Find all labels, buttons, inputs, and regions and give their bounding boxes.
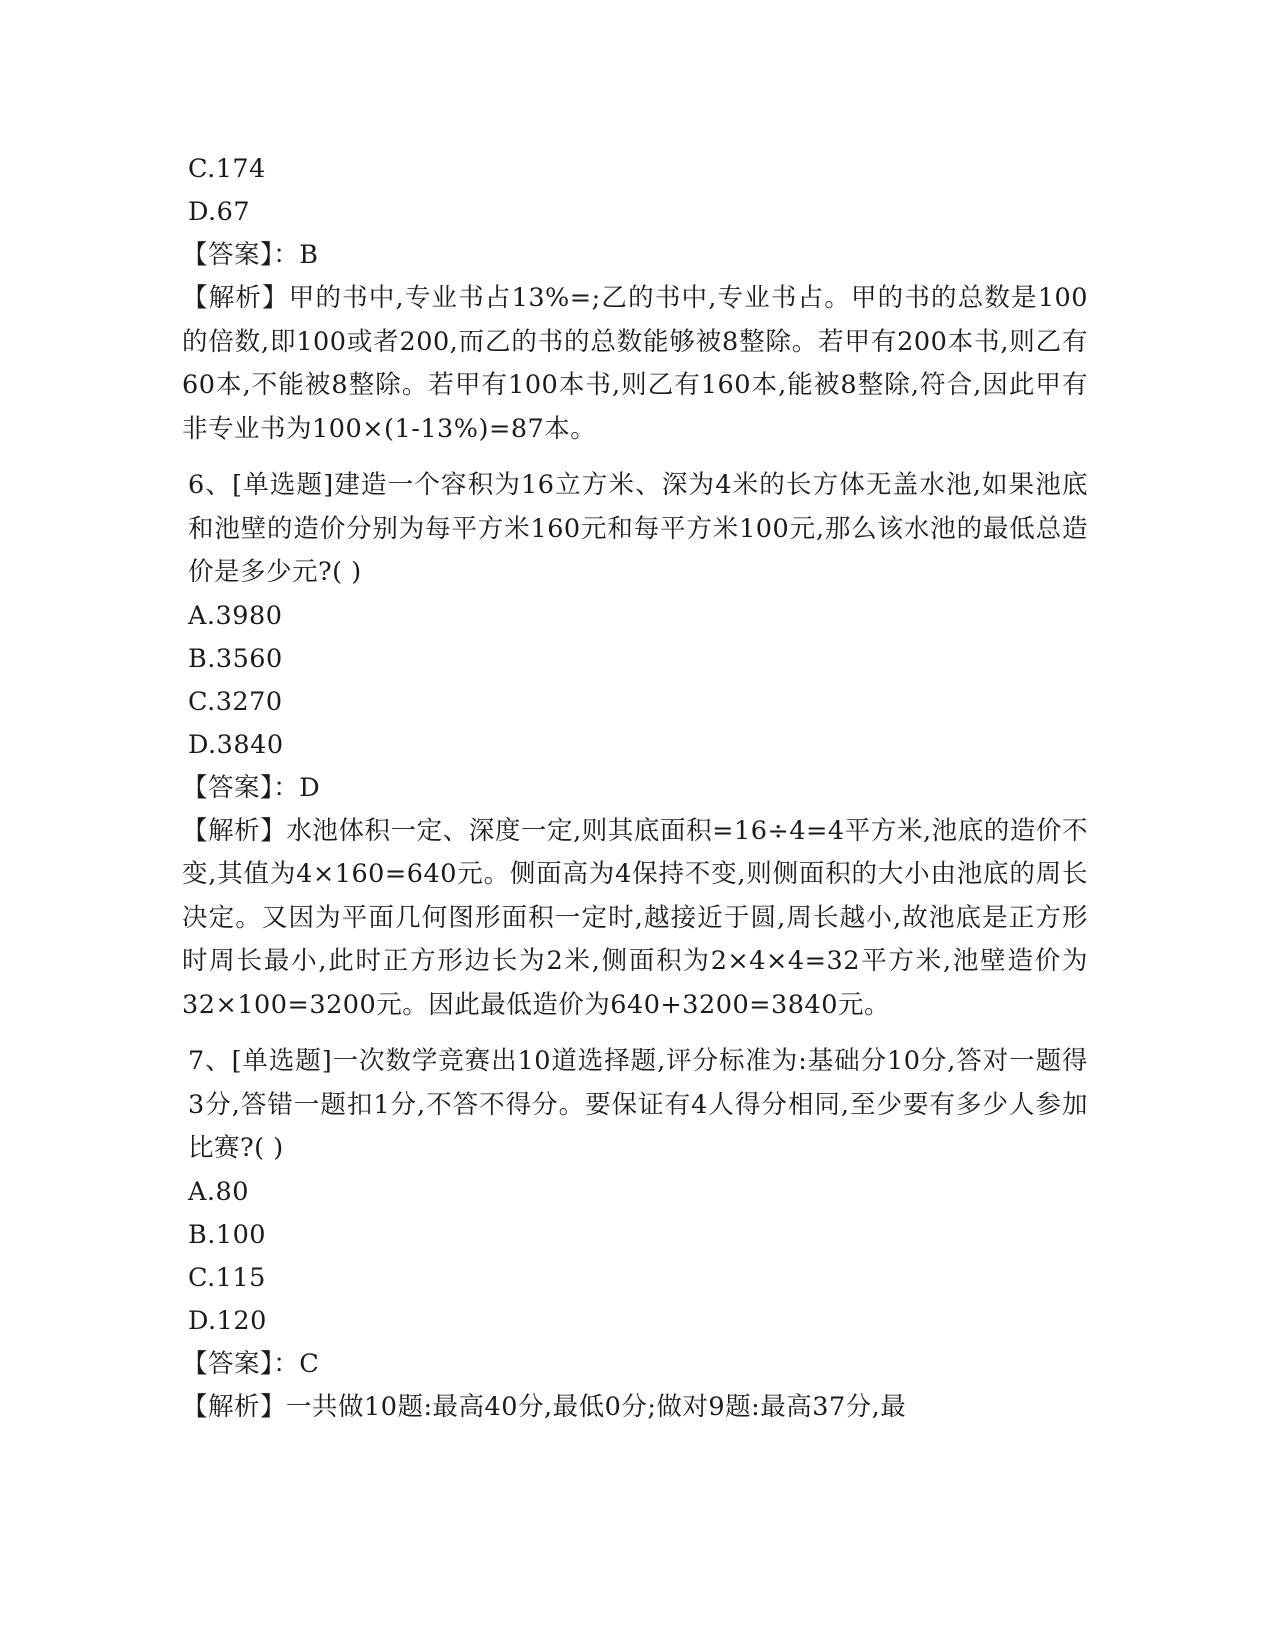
q6-option-b: B.3560 bbox=[188, 643, 283, 674]
q7-option-b: B.100 bbox=[188, 1219, 267, 1250]
q7-option-d: D.120 bbox=[188, 1305, 267, 1336]
q6-analysis: 【解析】水池体积一定、深度一定,则其底面积=16÷4=4平方米,池底的造价不变,其值为4×160=640元。侧面高为4保持不变,则侧面积的大小由池底的周长决定。又因为平面几何图形面积一定时,越接近于圆,周长越小,故池底是正方形时周长最小,此时正方形边长为2米,侧面积为2×4×4=32平方米,池壁造价为32×100=3200元。因此最低造价为640+3200=3840元。 bbox=[182, 815, 1088, 1020]
q5-option-c: C.174 bbox=[188, 154, 266, 184]
q6-option-a: A.3980 bbox=[188, 600, 283, 631]
q7-option-a: A.80 bbox=[188, 1176, 249, 1207]
q7-stem: 7、[单选题]一次数学竞赛出10道选择题,评分标准为:基础分10分,答对一题得3分,答错一题扣1分,不答不得分。要保证有4人得分相同,至少要有多少人参加比赛?( ) bbox=[188, 1046, 1088, 1163]
q5-answer: 【答案】：B bbox=[182, 240, 319, 270]
q6-answer: 【答案】：D bbox=[182, 772, 321, 803]
q5-option-d: D.67 bbox=[188, 197, 251, 227]
q5-analysis: 【解析】甲的书中,专业书占13%=;乙的书中,专业书占。甲的书的总数是100的倍数,即100或者200,而乙的书的总数能够被8整除。若甲有200本书,则乙有60本,不能被8整除。若甲有100本书,则乙有160本,能被8整除,符合,因此甲有非专业书为100×(1-13%)=87本。 bbox=[182, 283, 1088, 444]
q6-stem: 6、[单选题]建造一个容积为16立方米、深为4米的长方体无盖水池,如果池底和池壁的造价分别为每平方米160元和每平方米100元,那么该水池的最低总造价是多少元?( ) bbox=[188, 470, 1088, 587]
q7-answer: 【答案】：C bbox=[182, 1348, 320, 1379]
q7-analysis: 【解析】一共做10题:最高40分,最低0分;做对9题:最高37分,最 bbox=[182, 1391, 907, 1422]
document-content bbox=[182, 148, 1088, 1429]
q6-option-d: D.3840 bbox=[188, 729, 284, 760]
q6-option-c: C.3270 bbox=[188, 686, 283, 717]
q7-option-c: C.115 bbox=[188, 1262, 266, 1293]
